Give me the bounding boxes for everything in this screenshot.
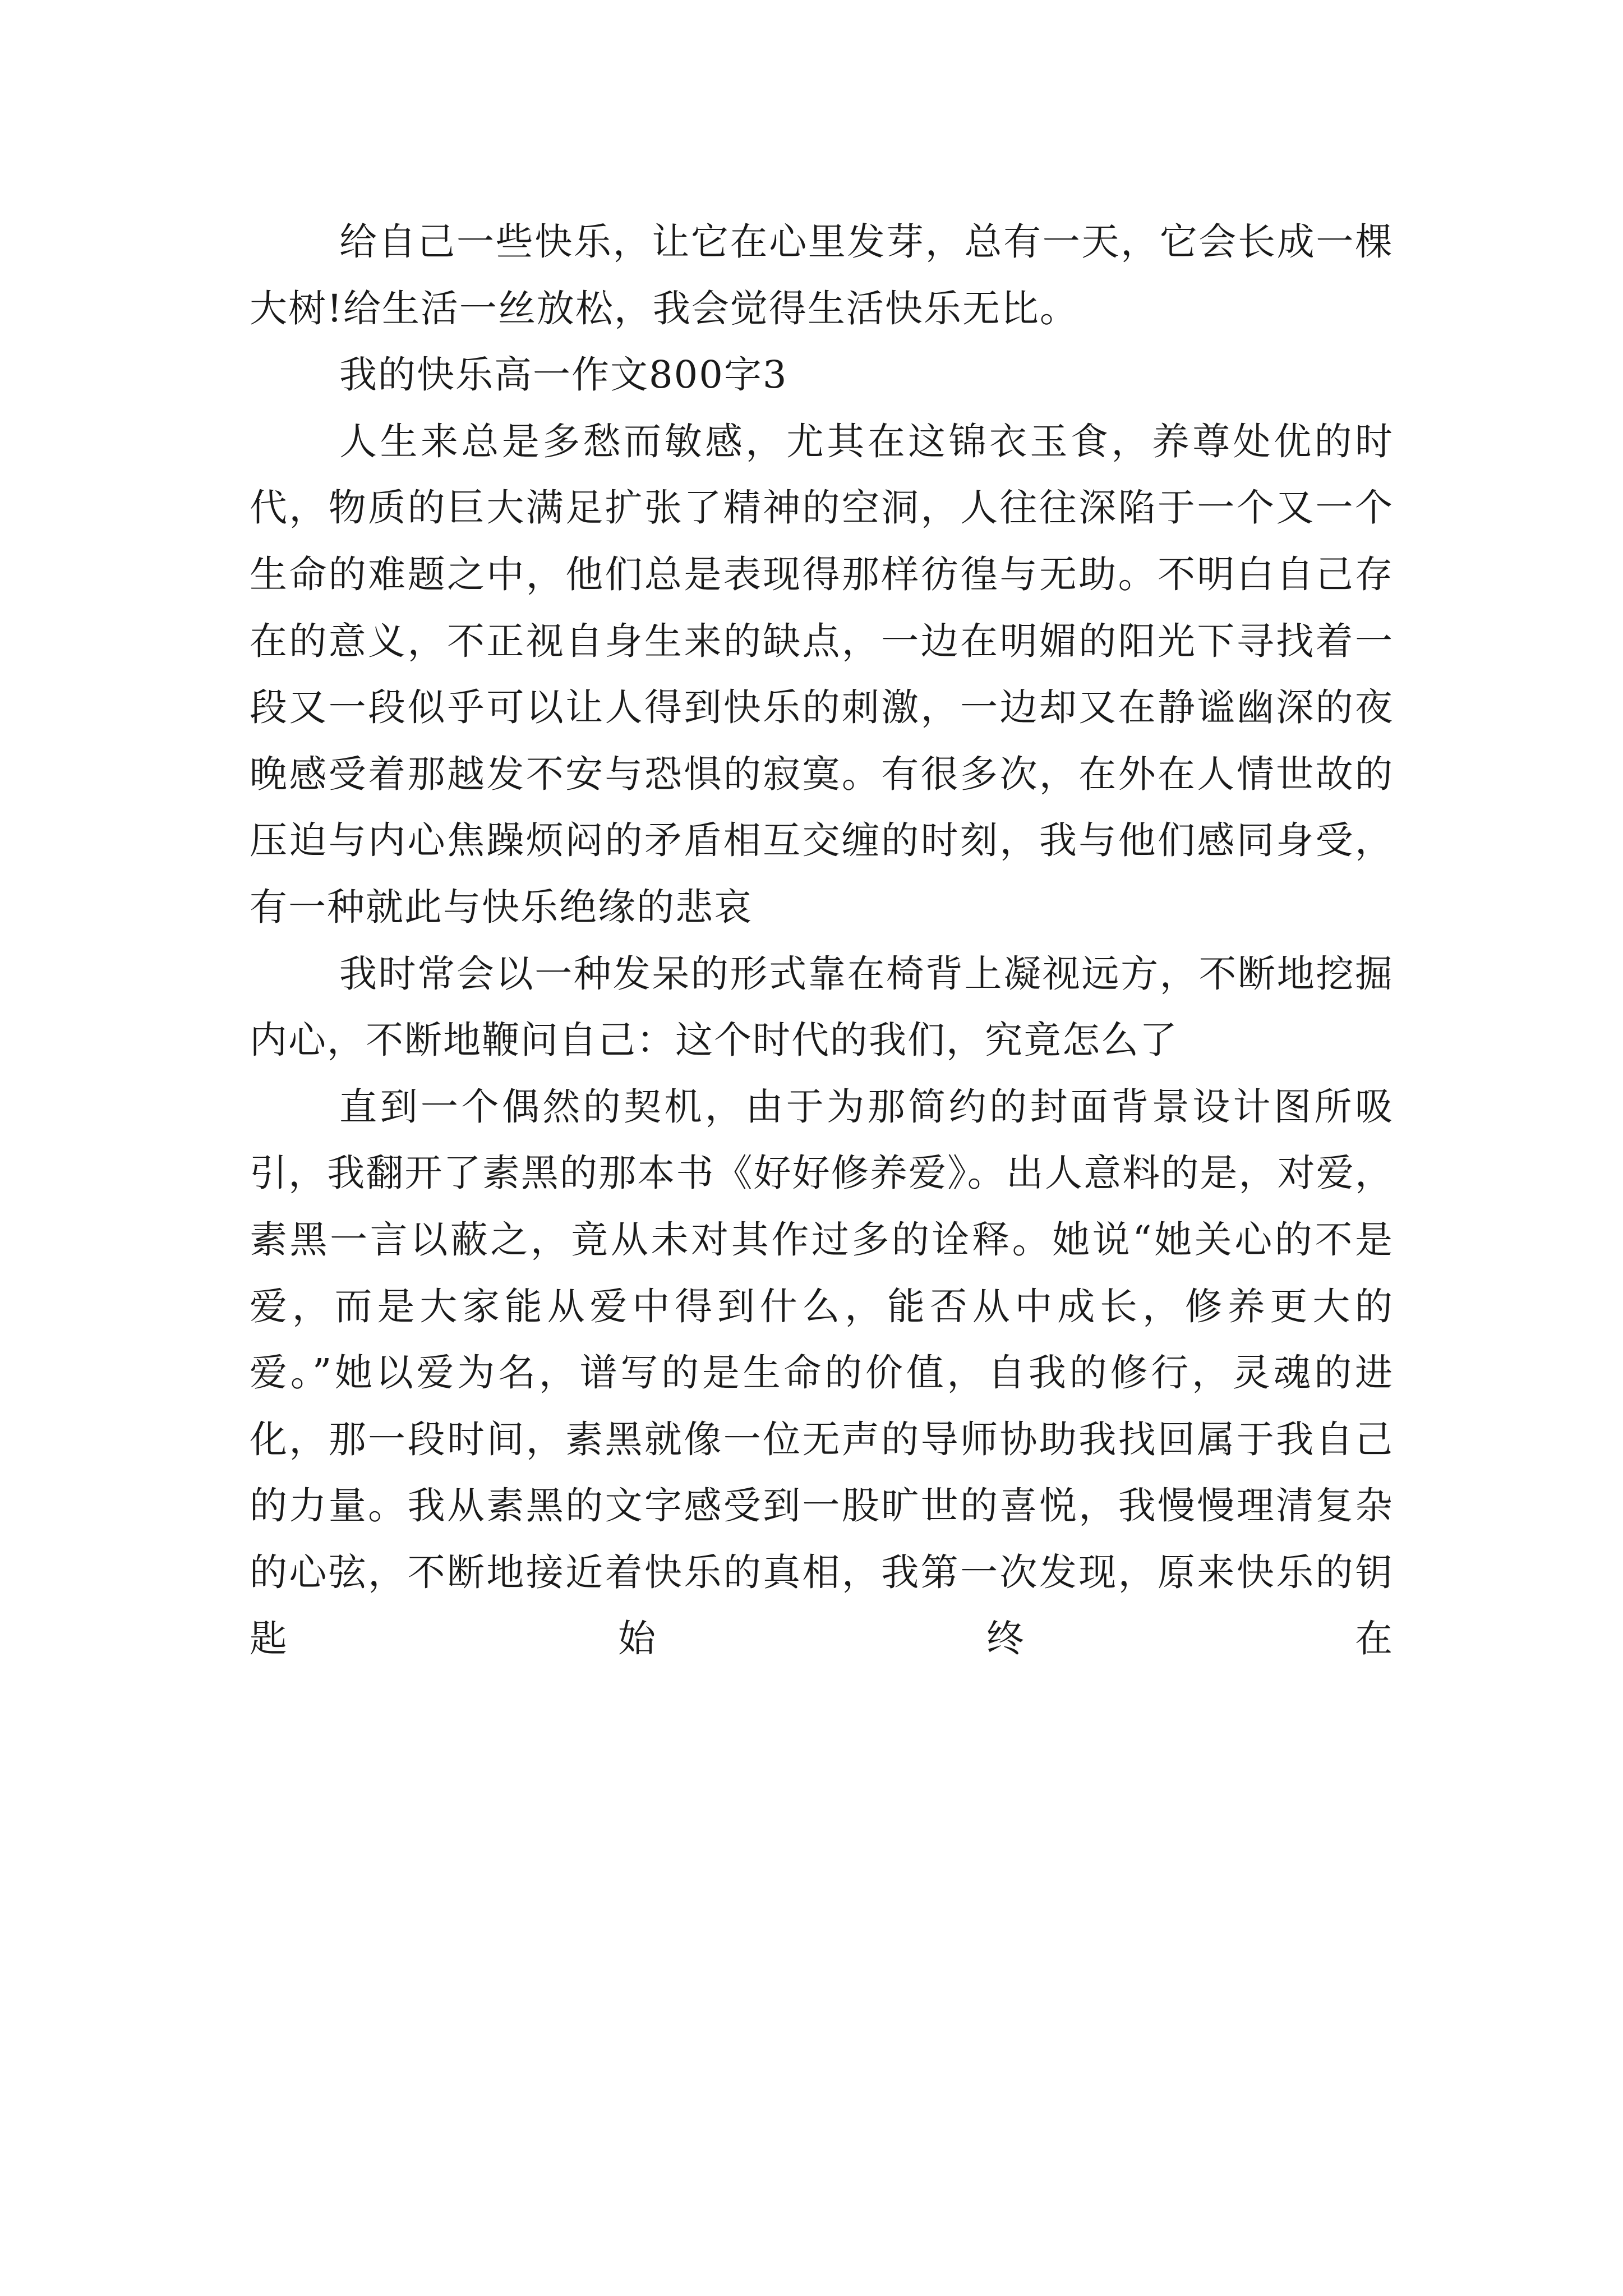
paragraph-2: 人生来总是多愁而敏感，尤其在这锦衣玉食，养尊处优的时代，物质的巨大满足扩张了精神的空洞，人往往深陷于一个又一个生命的难题之中，他们总是表现得那样彷徨与无助。不明白自己存在的意义，不正视自身生来的缺点，一边在明媚的阳光下寻找着一段又一段似乎可以让人得到快乐的刺激，一边却又在静谧幽深的夜晚感受着那越发不安与恐惧的寂寞。有很多次，在外在人情世故的压迫与内心焦躁烦闷的矛盾相互交缠的时刻，我与他们感同身受，有一种就此与快乐绝缘的悲哀 bbox=[250, 419, 1394, 929]
paragraph-3: 我时常会以一种发呆的形式靠在椅背上凝视远方，不断地挖掘内心，不断地鞭问自己：这个时代的我们，究竟怎么了 bbox=[250, 951, 1394, 1062]
section-heading: 我的快乐高一作文800字3 bbox=[339, 353, 788, 397]
document-body bbox=[250, 209, 1394, 1672]
paragraph-4: 直到一个偶然的契机，由于为那简约的封面背景设计图所吸引，我翻开了素黑的那本书《好好修养爱》。出人意料的是，对爱，素黑一言以蔽之，竟从未对其作过多的诠释。她说“她关心的不是爱，而是大家能从爱中得到什么，能否从中成长，修养更大的爱。”她以爱为名，谱写的是生命的价值，自我的修行，灵魂的进化，那一段时间，素黑就像一位无声的导师协助我找回属于我自己的力量。我从素黑的文字感受到一股旷世的喜悦，我慢慢理清复杂的心弦，不断地接近着快乐的真相，我第一次发现，原来快乐的钥匙始终在 bbox=[250, 1084, 1394, 1661]
paragraph-1: 给自己一些快乐，让它在心里发芽，总有一天，它会长成一棵大树!给生活一丝放松，我会觉得生活快乐无比。 bbox=[250, 220, 1394, 330]
